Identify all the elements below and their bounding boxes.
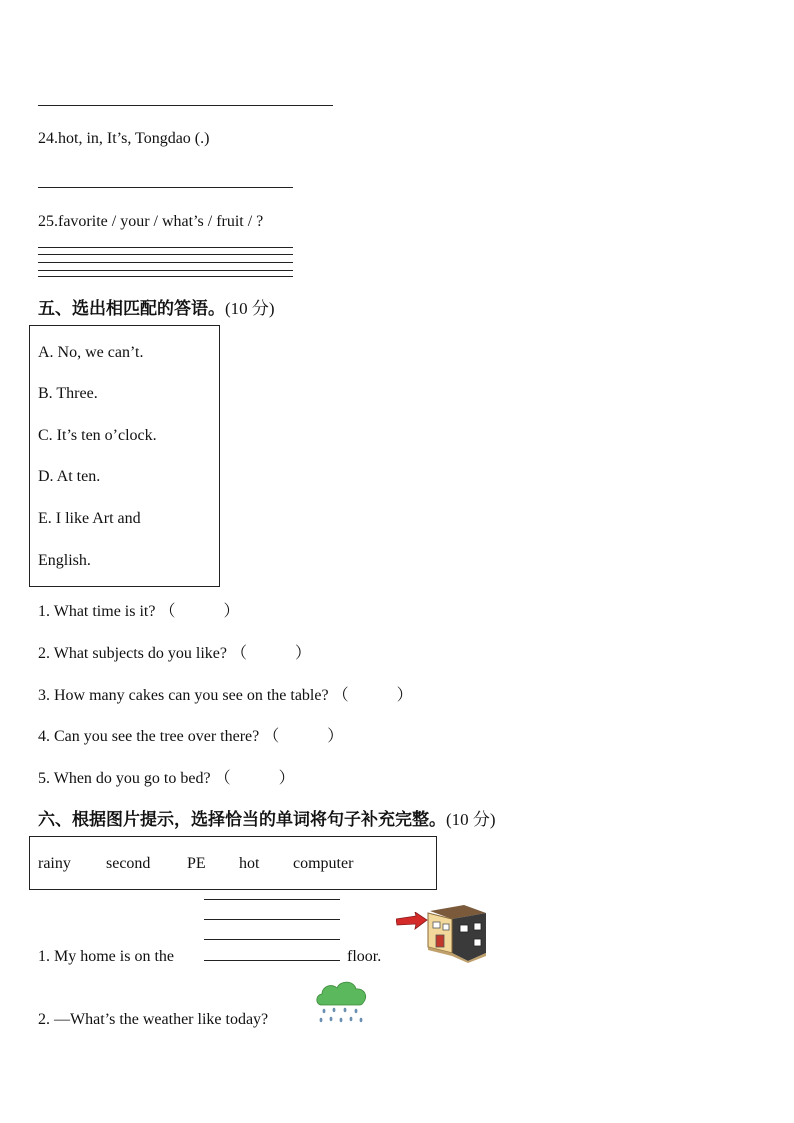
word-pe: PE [187, 855, 206, 872]
answer-line-24 [38, 187, 293, 188]
house-icon [424, 903, 488, 963]
answer-options-box [29, 325, 220, 587]
option-a: A. No, we can’t. [38, 344, 144, 361]
section6-heading [38, 805, 496, 830]
section5-score: (10 分) [225, 299, 275, 318]
match-question-4 [38, 723, 343, 746]
fill-question-2: 2. —What’s the weather like today? [38, 1011, 269, 1028]
answer-blank-1[interactable]: （ ） [159, 603, 240, 620]
rain-cloud-icon [314, 977, 370, 1029]
answer-blank-3[interactable]: （ ） [332, 687, 413, 704]
answer-line-25b [38, 254, 293, 255]
match-question-3 [38, 682, 413, 705]
stray-line-1 [204, 899, 340, 900]
fill-question-1-suffix: floor. [347, 948, 382, 965]
fill-blank-1[interactable] [204, 960, 340, 961]
answer-line-23 [38, 105, 333, 106]
fill-question-1-prefix: 1. My home is on the [38, 948, 174, 965]
option-e-continued: English. [38, 552, 91, 569]
match-question-1-text: 1. What time is it? [38, 603, 156, 620]
match-question-3-text: 3. How many cakes can you see on the table? [38, 687, 329, 704]
stray-line-2 [204, 919, 340, 920]
answer-line-25e [38, 276, 293, 277]
option-b: B. Three. [38, 385, 98, 402]
section5-title: 五、选出相匹配的答语。 [38, 299, 225, 319]
section6-score: (10 分) [446, 810, 496, 829]
answer-line-25a [38, 247, 293, 248]
word-computer: computer [293, 855, 354, 872]
answer-blank-4[interactable]: （ ） [263, 728, 344, 745]
section5-heading [38, 294, 275, 319]
match-question-2 [38, 640, 311, 663]
answer-line-25c [38, 262, 293, 263]
word-bank-box [29, 836, 437, 890]
answer-line-25d [38, 270, 293, 271]
match-question-1 [38, 598, 240, 621]
match-question-4-text: 4. Can you see the tree over there? [38, 728, 260, 745]
match-question-5-text: 5. When do you go to bed? [38, 770, 211, 787]
question-25: 25.favorite / your / what’s / fruit / ? [38, 213, 264, 230]
stray-line-3 [204, 939, 340, 940]
match-question-2-text: 2. What subjects do you like? [38, 645, 227, 662]
option-e: E. I like Art and [38, 510, 141, 527]
answer-blank-5[interactable]: （ ） [214, 770, 295, 787]
option-d: D. At ten. [38, 468, 101, 485]
word-second: second [106, 855, 151, 872]
word-rainy: rainy [38, 855, 71, 872]
match-question-5 [38, 765, 295, 788]
section6-title: 六、根据图片提示，选择恰当的单词将句子补充完整。 [38, 810, 446, 830]
option-c: C. It’s ten o’clock. [38, 427, 157, 444]
word-hot: hot [239, 855, 260, 872]
answer-blank-2[interactable]: （ ） [231, 645, 312, 662]
question-24: 24.hot, in, It’s, Tongdao (.) [38, 130, 210, 147]
